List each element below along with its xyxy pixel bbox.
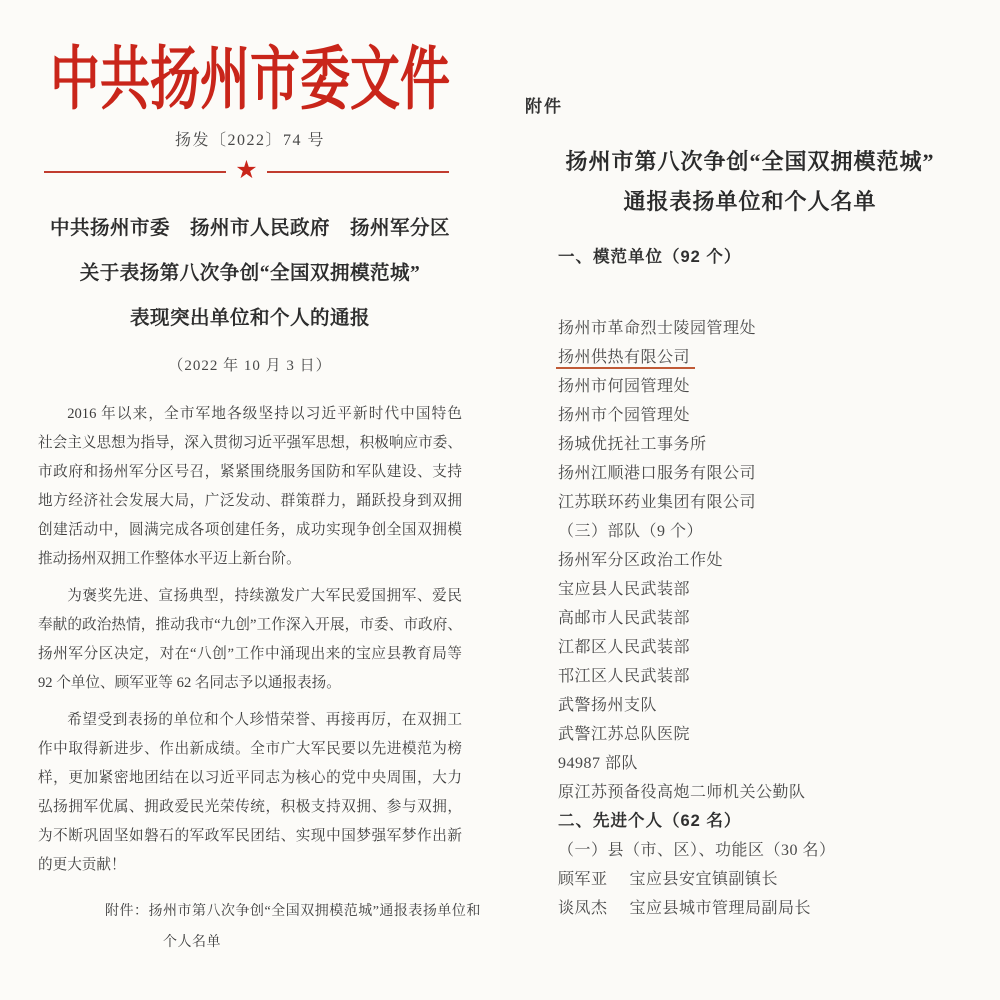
body-line: 为不断巩固坚如磐石的军政军民团结、实现中国梦强军梦作出新 xyxy=(38,828,462,844)
separator-line-right xyxy=(267,171,449,173)
body-line: 希望受到表扬的单位和个人珍惜荣誉、再接再厉，在双拥工 xyxy=(67,712,462,728)
body-line: 作中取得新进步、作出新成绩。全市广大军民要以先进模范为榜 xyxy=(38,741,462,757)
person-name: 顾军亚 xyxy=(558,871,608,888)
person-title: 宝应县安宜镇副镇长 xyxy=(629,871,779,888)
body-line: 的更大贡献！ xyxy=(38,857,126,873)
body-line: 弘扬拥军优属、拥政爱民光荣传统，积极支持双拥、参与双拥， xyxy=(38,799,462,815)
doc-number: 扬发〔2022〕74 号 xyxy=(174,132,325,149)
body-line: 样，更加紧密地团结在以习近平同志为核心的党中央周围，大力 xyxy=(38,770,462,786)
paragraph xyxy=(38,582,462,698)
body-line: 地方经济社会发展大局，广泛发动、群策群力，踊跃投身到双拥 xyxy=(38,493,462,509)
person-row xyxy=(558,865,988,894)
red-letterhead-title: 中共扬州市委文件 xyxy=(50,40,450,118)
attachment-title-line: 通报表扬单位和个人名单 xyxy=(623,189,877,214)
attachment-label: 附件 xyxy=(525,97,563,116)
list-section: 二、先进个人（62 名） xyxy=(558,812,742,830)
list-item: 扬州军分区政治工作处 xyxy=(558,552,724,569)
page-right xyxy=(500,0,1000,1000)
body-line: 市政府和扬州军分区号召，紧紧围绕服务国防和军队建设、支持 xyxy=(38,464,462,480)
body-line: 推动扬州双拥工作整体水平迈上新台阶。 xyxy=(38,551,301,567)
list-item: 94987 部队 xyxy=(558,755,639,772)
attachment-note xyxy=(105,896,481,958)
list-item: 扬州市革命烈士陵园管理处 xyxy=(558,320,757,337)
list-entry-underlined xyxy=(558,343,988,372)
separator-line-left xyxy=(44,171,226,173)
list-item: 宝应县人民武装部 xyxy=(558,581,691,598)
list-item: 武警江苏总队医院 xyxy=(558,726,691,743)
list-item: 扬州市个园管理处 xyxy=(558,407,691,424)
paragraph xyxy=(38,706,462,880)
title-line: 中共扬州市委 扬州市人民政府 扬州军分区 xyxy=(49,218,450,239)
attachment-note-line: 附件：扬州市第八次争创“全国双拥模范城”通报表扬单位和 xyxy=(105,904,481,919)
person-title: 宝应县城市管理局副局长 xyxy=(629,900,812,917)
list-item: 江苏联环药业集团有限公司 xyxy=(558,494,757,511)
list-section: 一、模范单位（92 个） xyxy=(558,248,742,266)
underlined-text: 扬州供热有限公司 xyxy=(556,349,695,369)
list-item: 邗江区人民武装部 xyxy=(558,668,691,685)
paragraph xyxy=(38,400,462,574)
attachment-note-line: 个人名单 xyxy=(163,935,221,950)
document-title xyxy=(0,206,500,341)
attachment-title-line: 扬州市第八次争创“全国双拥模范城” xyxy=(565,149,935,174)
person-row xyxy=(558,894,988,923)
body-line: 为褒奖先进、宣扬典型，持续激发广大军民爱国拥军、爱民 xyxy=(67,588,462,604)
list-item: 高邮市人民武装部 xyxy=(558,610,691,627)
list-item: 扬城优抚社工事务所 xyxy=(558,436,707,453)
list-item: 扬州江顺港口服务有限公司 xyxy=(558,465,757,482)
body-line: 创建活动中，圆满完成各项创建任务，成功实现争创全国双拥模 xyxy=(38,522,462,538)
star-icon: ★ xyxy=(235,157,258,184)
document-body xyxy=(38,400,462,880)
body-line: 扬州军分区决定，对在“八创”工作中涌现出来的宝应县教育局等 xyxy=(38,646,462,662)
list-item: 武警扬州支队 xyxy=(558,697,658,714)
body-line: 92 个单位、顾军亚等 62 名同志予以通报表扬。 xyxy=(38,675,341,691)
title-line: 关于表扬第八次争创“全国双拥模范城” xyxy=(79,263,421,284)
separator xyxy=(44,157,449,184)
honor-list xyxy=(558,243,988,923)
list-subsection: （一）县（市、区）、功能区（30 名） xyxy=(558,842,836,859)
list-item: 原江苏预备役高炮二师机关公勤队 xyxy=(558,784,806,801)
attachment-title xyxy=(500,142,1000,222)
body-line: 奉献的政治热情，推动我市“九创”工作深入开展，市委、市政府、 xyxy=(38,617,462,633)
list-item: 江都区人民武装部 xyxy=(558,639,691,656)
list-item: 扬州市何园管理处 xyxy=(558,378,691,395)
document-date: （2022 年 10 月 3 日） xyxy=(168,358,332,374)
person-name: 谈凤杰 xyxy=(558,900,608,917)
title-line: 表现突出单位和个人的通报 xyxy=(129,308,370,329)
list-subsection: （三）部队（9 个） xyxy=(558,523,704,540)
body-line: 社会主义思想为指导，深入贯彻习近平强军思想，积极响应市委、 xyxy=(38,435,462,451)
body-line: 2016 年以来，全市军地各级坚持以习近平新时代中国特色 xyxy=(67,406,462,422)
